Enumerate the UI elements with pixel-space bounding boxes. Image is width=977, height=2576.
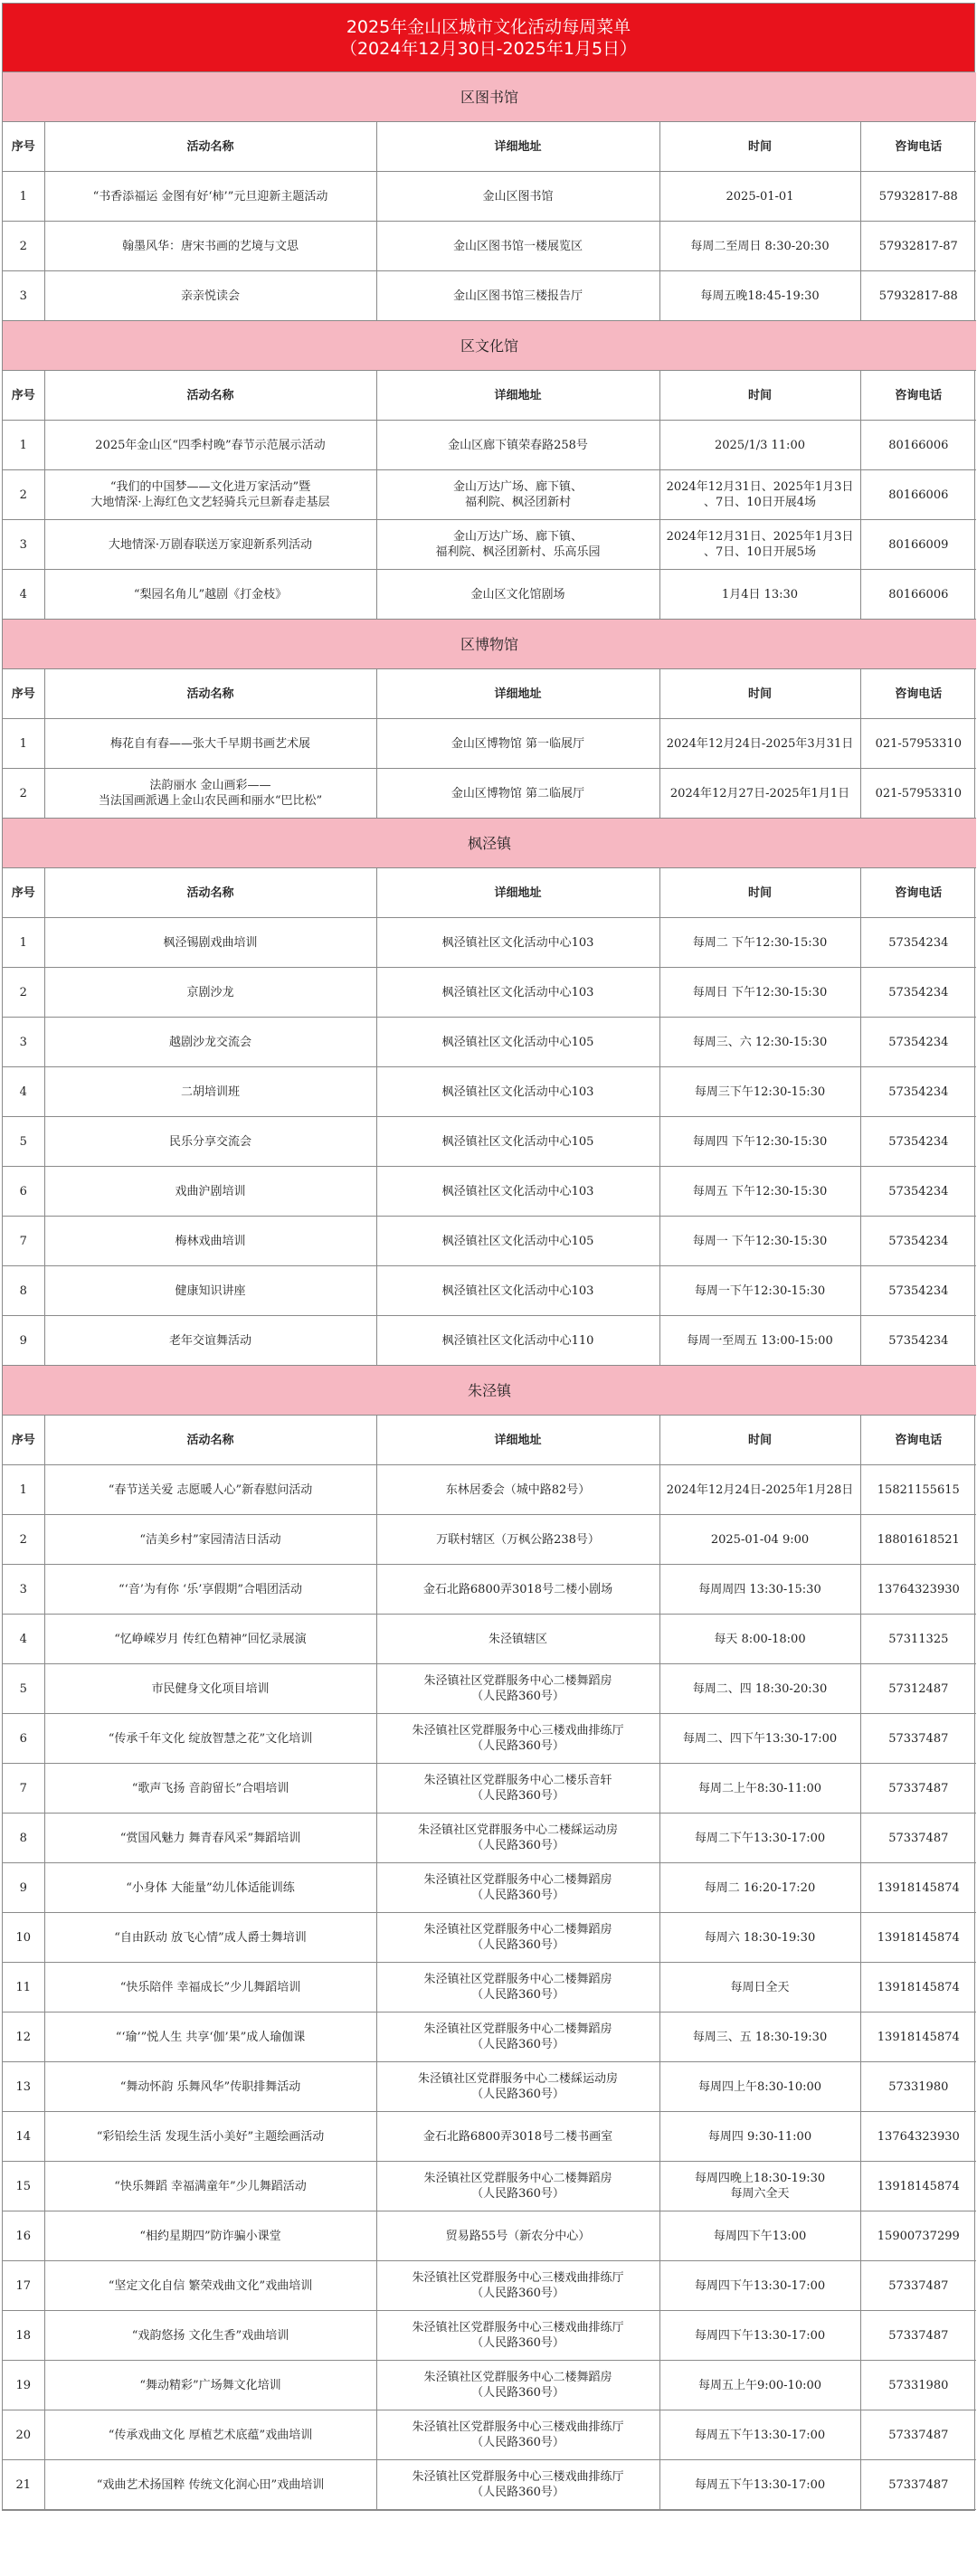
section-title: 区文化馆 (3, 321, 976, 371)
phone-cell: 57337487 (860, 1714, 976, 1764)
time-cell: 每周五 下午12:30-15:30 (659, 1167, 860, 1217)
phone-cell: 57932817-87 (860, 222, 976, 271)
address-cell: 金石北路6800弄3018号二楼小剧场 (376, 1565, 659, 1615)
page-title: 2025年金山区城市文化活动每周菜单 (346, 16, 631, 37)
index-cell: 7 (3, 1764, 44, 1814)
phone-cell: 57354234 (860, 968, 976, 1018)
time-header: 时间 (659, 669, 860, 719)
index-header: 序号 (3, 868, 44, 918)
time-cell: 每周五上午9:00-10:00 (659, 2361, 860, 2410)
activity-name-header: 活动名称 (44, 669, 376, 719)
table-row (3, 1167, 976, 1217)
phone-cell: 80166006 (860, 570, 976, 620)
time-header: 时间 (659, 868, 860, 918)
table-row (3, 1067, 976, 1117)
activity-name-cell: “我们的中国梦——文化进万家活动”暨 大地情深·上海红色文艺轻骑兵元旦新春走基层 (44, 470, 376, 520)
time-cell: 每周四上午8:30-10:00 (659, 2062, 860, 2112)
activity-name-cell: “春节送关爱 志愿暖人心”新春慰问活动 (44, 1465, 376, 1515)
time-cell: 每周四晚上18:30-19:30 每周六全天 (659, 2162, 860, 2211)
phone-cell: 57932817-88 (860, 172, 976, 222)
address-cell: 枫泾镇社区文化活动中心103 (376, 1266, 659, 1316)
index-cell: 2 (3, 968, 44, 1018)
index-cell: 14 (3, 2112, 44, 2162)
time-header: 时间 (659, 1416, 860, 1465)
table-row (3, 520, 976, 570)
address-cell: 金山万达广场、廊下镇、 福利院、枫泾团新村、乐高乐园 (376, 520, 659, 570)
index-cell: 18 (3, 2311, 44, 2361)
time-cell: 每周二、四下午13:30-17:00 (659, 1714, 860, 1764)
table-row (3, 1515, 976, 1565)
index-cell: 6 (3, 1167, 44, 1217)
time-cell: 每周二上午8:30-11:00 (659, 1764, 860, 1814)
table-row (3, 2062, 976, 2112)
address-header: 详细地址 (376, 868, 659, 918)
table-row (3, 1117, 976, 1167)
index-header: 序号 (3, 669, 44, 719)
index-cell: 4 (3, 1067, 44, 1117)
activity-name-cell: “梨园名角儿”越剧《打金枝》 (44, 570, 376, 620)
section-title: 区博物馆 (3, 620, 976, 669)
address-cell: 朱泾镇社区党群服务中心三楼戏曲排练厅 （人民路360号） (376, 2261, 659, 2311)
column-header-row (3, 669, 976, 719)
table-row (3, 918, 976, 968)
address-cell: 朱泾镇社区党群服务中心三楼戏曲排练厅 （人民路360号） (376, 2460, 659, 2510)
time-cell: 2024年12月24日-2025年1月28日 (659, 1465, 860, 1515)
section-title: 朱泾镇 (3, 1366, 976, 1416)
address-cell: 万联村辖区（万枫公路238号） (376, 1515, 659, 1565)
address-cell: 枫泾镇社区文化活动中心105 (376, 1217, 659, 1266)
index-cell: 8 (3, 1814, 44, 1863)
address-cell: 朱泾镇社区党群服务中心二楼綵运动房 （人民路360号） (376, 2062, 659, 2112)
activity-name-cell: “书香添福运 金图有好‘柿’”元旦迎新主题活动 (44, 172, 376, 222)
phone-header: 咨询电话 (860, 122, 976, 172)
activity-name-cell: “快乐陪伴 幸福成长”少儿舞蹈培训 (44, 1963, 376, 2012)
phone-cell: 57354234 (860, 1067, 976, 1117)
index-cell: 20 (3, 2410, 44, 2460)
index-header: 序号 (3, 371, 44, 421)
table-row (3, 271, 976, 321)
phone-cell: 18801618521 (860, 1515, 976, 1565)
time-cell: 2024年12月24日-2025年3月31日 (659, 719, 860, 769)
time-cell: 每周二下午13:30-17:00 (659, 1814, 860, 1863)
address-header: 详细地址 (376, 669, 659, 719)
table-row (3, 1913, 976, 1963)
index-cell: 1 (3, 1465, 44, 1515)
activity-name-header: 活动名称 (44, 122, 376, 172)
phone-cell: 13918145874 (860, 1863, 976, 1913)
address-cell: 朱泾镇社区党群服务中心三楼戏曲排练厅 （人民路360号） (376, 1714, 659, 1764)
section-title: 区图书馆 (3, 72, 976, 122)
index-cell: 5 (3, 1664, 44, 1714)
time-cell: 每周五下午13:30-17:00 (659, 2460, 860, 2510)
index-cell: 13 (3, 2062, 44, 2112)
address-cell: 金山区图书馆三楼报告厅 (376, 271, 659, 321)
activity-name-cell: “舞动怀韵 乐舞风华”传职排舞活动 (44, 2062, 376, 2112)
activity-name-cell: 亲亲悦读会 (44, 271, 376, 321)
phone-cell: 57354234 (860, 918, 976, 968)
address-cell: 金山区廊下镇荣春路258号 (376, 421, 659, 470)
phone-cell: 57337487 (860, 1814, 976, 1863)
phone-cell: 80166009 (860, 520, 976, 570)
time-header: 时间 (659, 371, 860, 421)
time-cell: 每周五晚18:45-19:30 (659, 271, 860, 321)
phone-cell: 57337487 (860, 2460, 976, 2510)
phone-cell: 13764323930 (860, 1565, 976, 1615)
address-cell: 朱泾镇辖区 (376, 1615, 659, 1664)
activity-name-cell: “舞动精彩”广场舞文化培训 (44, 2361, 376, 2410)
index-cell: 12 (3, 2012, 44, 2062)
time-cell: 2024年12月31日、2025年1月3日 、7日、10日开展5场 (659, 520, 860, 570)
activity-name-cell: “相约星期四”防诈骗小课堂 (44, 2211, 376, 2261)
section-header (3, 819, 976, 868)
activity-name-cell: 京剧沙龙 (44, 968, 376, 1018)
address-cell: 金山区博物馆 第二临展厅 (376, 769, 659, 819)
address-cell: 朱泾镇社区党群服务中心二楼舞蹈房 （人民路360号） (376, 1913, 659, 1963)
index-cell: 9 (3, 1863, 44, 1913)
time-cell: 每周四 9:30-11:00 (659, 2112, 860, 2162)
table-row (3, 2112, 976, 2162)
activity-table-body (3, 72, 976, 2510)
time-cell: 每周二至周日 8:30-20:30 (659, 222, 860, 271)
phone-cell: 57354234 (860, 1018, 976, 1067)
table-row (3, 1217, 976, 1266)
phone-cell: 57932817-88 (860, 271, 976, 321)
phone-cell: 57354234 (860, 1117, 976, 1167)
table-row (3, 1963, 976, 2012)
address-header: 详细地址 (376, 1416, 659, 1465)
time-cell: 每周二、四 18:30-20:30 (659, 1664, 860, 1714)
section-header (3, 321, 976, 371)
index-cell: 10 (3, 1913, 44, 1963)
address-cell: 金山万达广场、廊下镇、 福利院、枫泾团新村 (376, 470, 659, 520)
time-cell: 每周四下午13:30-17:00 (659, 2311, 860, 2361)
index-cell: 2 (3, 769, 44, 819)
phone-cell: 13918145874 (860, 1913, 976, 1963)
index-cell: 19 (3, 2361, 44, 2410)
table-row (3, 1714, 976, 1764)
activity-name-cell: 法韵丽水 金山画彩—— 当法国画派遇上金山农民画和丽水“巴比松” (44, 769, 376, 819)
phone-header: 咨询电话 (860, 868, 976, 918)
phone-cell: 57312487 (860, 1664, 976, 1714)
table-row (3, 1465, 976, 1515)
phone-cell: 57354234 (860, 1167, 976, 1217)
phone-cell: 15821155615 (860, 1465, 976, 1515)
activity-name-cell: 健康知识讲座 (44, 1266, 376, 1316)
phone-cell: 57311325 (860, 1615, 976, 1664)
table-row (3, 2410, 976, 2460)
phone-header: 咨询电话 (860, 371, 976, 421)
time-cell: 每周一至周五 13:00-15:00 (659, 1316, 860, 1366)
table-row (3, 1764, 976, 1814)
activity-name-cell: “快乐舞蹈 幸福满童年”少儿舞蹈活动 (44, 2162, 376, 2211)
index-cell: 1 (3, 918, 44, 968)
index-cell: 3 (3, 271, 44, 321)
table-row (3, 1266, 976, 1316)
address-cell: 朱泾镇社区党群服务中心二楼舞蹈房 （人民路360号） (376, 2012, 659, 2062)
index-cell: 1 (3, 172, 44, 222)
table-row (3, 2361, 976, 2410)
address-cell: 朱泾镇社区党群服务中心二楼綵运动房 （人民路360号） (376, 1814, 659, 1863)
index-cell: 16 (3, 2211, 44, 2261)
phone-cell: 57337487 (860, 1764, 976, 1814)
activity-name-cell: “‘瑜’”悦人生 共享‘伽’果”成人瑜伽课 (44, 2012, 376, 2062)
column-header-row (3, 868, 976, 918)
activity-name-cell: 翰墨风华：唐宋书画的艺境与文思 (44, 222, 376, 271)
table-row (3, 2261, 976, 2311)
activity-name-cell: 枫泾锡剧戏曲培训 (44, 918, 376, 968)
activity-name-cell: “坚定文化自信 繁荣戏曲文化”戏曲培训 (44, 2261, 376, 2311)
time-cell: 每周日全天 (659, 1963, 860, 2012)
time-cell: 2024年12月27日-2025年1月1日 (659, 769, 860, 819)
phone-cell: 57337487 (860, 2311, 976, 2361)
table-row (3, 769, 976, 819)
date-range-subtitle: （2024年12月30日-2025年1月5日） (339, 38, 638, 59)
time-cell: 每周二 16:20-17:20 (659, 1863, 860, 1913)
index-cell: 3 (3, 520, 44, 570)
phone-cell: 13918145874 (860, 2162, 976, 2211)
address-cell: 朱泾镇社区党群服务中心二楼舞蹈房 （人民路360号） (376, 1863, 659, 1913)
time-cell: 2025-01-04 9:00 (659, 1515, 860, 1565)
section-header (3, 72, 976, 122)
time-cell: 每天 8:00-18:00 (659, 1615, 860, 1664)
phone-cell: 13764323930 (860, 2112, 976, 2162)
activity-name-cell: 市民健身文化项目培训 (44, 1664, 376, 1714)
table-row (3, 1316, 976, 1366)
address-cell: 金山区图书馆一楼展览区 (376, 222, 659, 271)
address-cell: 枫泾镇社区文化活动中心103 (376, 918, 659, 968)
phone-cell: 15900737299 (860, 2211, 976, 2261)
index-cell: 8 (3, 1266, 44, 1316)
phone-cell: 021-57953310 (860, 719, 976, 769)
index-cell: 1 (3, 719, 44, 769)
activity-name-cell: “‘音’为有你 ‘乐’享假期”合唱团活动 (44, 1565, 376, 1615)
address-cell: 枫泾镇社区文化活动中心103 (376, 1067, 659, 1117)
table-row (3, 1565, 976, 1615)
index-cell: 9 (3, 1316, 44, 1366)
index-cell: 4 (3, 570, 44, 620)
phone-cell: 13918145874 (860, 2012, 976, 2062)
activity-name-cell: 梅花自有春——张大千早期书画艺术展 (44, 719, 376, 769)
table-row (3, 1664, 976, 1714)
activity-name-cell: “戏韵悠扬 文化生香”戏曲培训 (44, 2311, 376, 2361)
time-cell: 每周四下午13:00 (659, 2211, 860, 2261)
phone-cell: 80166006 (860, 421, 976, 470)
activity-name-header: 活动名称 (44, 1416, 376, 1465)
phone-cell: 80166006 (860, 470, 976, 520)
address-cell: 枫泾镇社区文化活动中心103 (376, 1167, 659, 1217)
time-cell: 每周五下午13:30-17:00 (659, 2410, 860, 2460)
table-row (3, 421, 976, 470)
activity-name-cell: “忆峥嵘岁月 传红色精神”回忆录展演 (44, 1615, 376, 1664)
table-row (3, 1615, 976, 1664)
time-cell: 每周日 下午12:30-15:30 (659, 968, 860, 1018)
phone-cell: 13918145874 (860, 1963, 976, 2012)
address-cell: 枫泾镇社区文化活动中心105 (376, 1018, 659, 1067)
section-header (3, 620, 976, 669)
activity-name-cell: “洁美乡村”家园清洁日活动 (44, 1515, 376, 1565)
time-cell: 每周二 下午12:30-15:30 (659, 918, 860, 968)
column-header-row (3, 1416, 976, 1465)
table-row (3, 719, 976, 769)
activity-name-cell: “戏曲艺术扬国粹 传统文化润心田”戏曲培训 (44, 2460, 376, 2510)
activity-name-cell: 二胡培训班 (44, 1067, 376, 1117)
address-cell: 朱泾镇社区党群服务中心三楼戏曲排练厅 （人民路360号） (376, 2311, 659, 2361)
section-header (3, 1366, 976, 1416)
address-cell: 朱泾镇社区党群服务中心二楼舞蹈房 （人民路360号） (376, 2162, 659, 2211)
address-cell: 贸易路55号（新农分中心） (376, 2211, 659, 2261)
index-cell: 11 (3, 1963, 44, 2012)
activity-name-cell: “歌声飞扬 音韵留长”合唱培训 (44, 1764, 376, 1814)
activity-name-cell: 戏曲沪剧培训 (44, 1167, 376, 1217)
table-row (3, 2162, 976, 2211)
phone-cell: 57354234 (860, 1217, 976, 1266)
activity-name-cell: 民乐分享交流会 (44, 1117, 376, 1167)
address-header: 详细地址 (376, 371, 659, 421)
section-title: 枫泾镇 (3, 819, 976, 868)
table-row (3, 222, 976, 271)
index-header: 序号 (3, 1416, 44, 1465)
activity-name-cell: “赏国风魅力 舞青春风采”舞蹈培训 (44, 1814, 376, 1863)
phone-header: 咨询电话 (860, 669, 976, 719)
index-cell: 4 (3, 1615, 44, 1664)
table-row (3, 470, 976, 520)
title-banner (3, 4, 974, 72)
address-cell: 东林居委会（城中路82号） (376, 1465, 659, 1515)
time-cell: 每周一 下午12:30-15:30 (659, 1217, 860, 1266)
time-cell: 每周一下午12:30-15:30 (659, 1266, 860, 1316)
address-header: 详细地址 (376, 122, 659, 172)
index-cell: 3 (3, 1018, 44, 1067)
table-row (3, 570, 976, 620)
index-cell: 2 (3, 222, 44, 271)
table-row (3, 2211, 976, 2261)
address-cell: 枫泾镇社区文化活动中心105 (376, 1117, 659, 1167)
time-cell: 1月4日 13:30 (659, 570, 860, 620)
table-row (3, 968, 976, 1018)
address-cell: 金石北路6800弄3018号二楼书画室 (376, 2112, 659, 2162)
time-cell: 每周三下午12:30-15:30 (659, 1067, 860, 1117)
activity-name-cell: 2025年金山区“四季村晚”春节示范展示活动 (44, 421, 376, 470)
activity-name-cell: 越剧沙龙交流会 (44, 1018, 376, 1067)
activity-name-cell: “彩铅绘生活 发现生活小美好”主题绘画活动 (44, 2112, 376, 2162)
table-row (3, 1863, 976, 1913)
phone-cell: 57337487 (860, 2261, 976, 2311)
time-cell: 每周三、六 12:30-15:30 (659, 1018, 860, 1067)
address-cell: 金山区博物馆 第一临展厅 (376, 719, 659, 769)
index-cell: 21 (3, 2460, 44, 2510)
time-cell: 2025-01-01 (659, 172, 860, 222)
time-cell: 2025/1/3 11:00 (659, 421, 860, 470)
address-cell: 朱泾镇社区党群服务中心三楼戏曲排练厅 （人民路360号） (376, 2410, 659, 2460)
activity-menu-sheet (2, 3, 975, 2511)
phone-header: 咨询电话 (860, 1416, 976, 1465)
activity-name-header: 活动名称 (44, 868, 376, 918)
activity-name-cell: “自由跃动 放飞心情”成人爵士舞培训 (44, 1913, 376, 1963)
activity-name-header: 活动名称 (44, 371, 376, 421)
address-cell: 金山区文化馆剧场 (376, 570, 659, 620)
index-cell: 2 (3, 1515, 44, 1565)
column-header-row (3, 371, 976, 421)
address-cell: 朱泾镇社区党群服务中心二楼乐音轩 （人民路360号） (376, 1764, 659, 1814)
activity-name-cell: “传承戏曲文化 厚植艺术底蕴”戏曲培训 (44, 2410, 376, 2460)
time-header: 时间 (659, 122, 860, 172)
phone-cell: 57331980 (860, 2361, 976, 2410)
address-cell: 朱泾镇社区党群服务中心二楼舞蹈房 （人民路360号） (376, 1963, 659, 2012)
address-cell: 朱泾镇社区党群服务中心二楼舞蹈房 （人民路360号） (376, 2361, 659, 2410)
phone-cell: 57331980 (860, 2062, 976, 2112)
time-cell: 2024年12月31日、2025年1月3日 、7日、10日开展4场 (659, 470, 860, 520)
time-cell: 每周四 下午12:30-15:30 (659, 1117, 860, 1167)
address-cell: 朱泾镇社区党群服务中心二楼舞蹈房 （人民路360号） (376, 1664, 659, 1714)
index-cell: 7 (3, 1217, 44, 1266)
index-cell: 1 (3, 421, 44, 470)
address-cell: 枫泾镇社区文化活动中心110 (376, 1316, 659, 1366)
table-row (3, 1018, 976, 1067)
activity-table (3, 72, 976, 2510)
table-row (3, 2012, 976, 2062)
time-cell: 每周四下午13:30-17:00 (659, 2261, 860, 2311)
activity-name-cell: “小身体 大能量”幼儿体适能训练 (44, 1863, 376, 1913)
phone-cell: 57354234 (860, 1266, 976, 1316)
phone-cell: 021-57953310 (860, 769, 976, 819)
table-row (3, 2460, 976, 2510)
table-row (3, 1814, 976, 1863)
time-cell: 每周六 18:30-19:30 (659, 1913, 860, 1963)
activity-name-cell: 梅林戏曲培训 (44, 1217, 376, 1266)
index-cell: 3 (3, 1565, 44, 1615)
phone-cell: 57337487 (860, 2410, 976, 2460)
activity-name-cell: 老年交谊舞活动 (44, 1316, 376, 1366)
index-cell: 2 (3, 470, 44, 520)
index-header: 序号 (3, 122, 44, 172)
index-cell: 15 (3, 2162, 44, 2211)
index-cell: 6 (3, 1714, 44, 1764)
column-header-row (3, 122, 976, 172)
activity-name-cell: “传承千年文化 绽放智慧之花”文化培训 (44, 1714, 376, 1764)
index-cell: 17 (3, 2261, 44, 2311)
time-cell: 每周三、五 18:30-19:30 (659, 2012, 860, 2062)
address-cell: 枫泾镇社区文化活动中心103 (376, 968, 659, 1018)
time-cell: 每周周四 13:30-15:30 (659, 1565, 860, 1615)
phone-cell: 57354234 (860, 1316, 976, 1366)
table-row (3, 172, 976, 222)
activity-name-cell: 大地情深·万剧春联送万家迎新系列活动 (44, 520, 376, 570)
index-cell: 5 (3, 1117, 44, 1167)
table-row (3, 2311, 976, 2361)
address-cell: 金山区图书馆 (376, 172, 659, 222)
